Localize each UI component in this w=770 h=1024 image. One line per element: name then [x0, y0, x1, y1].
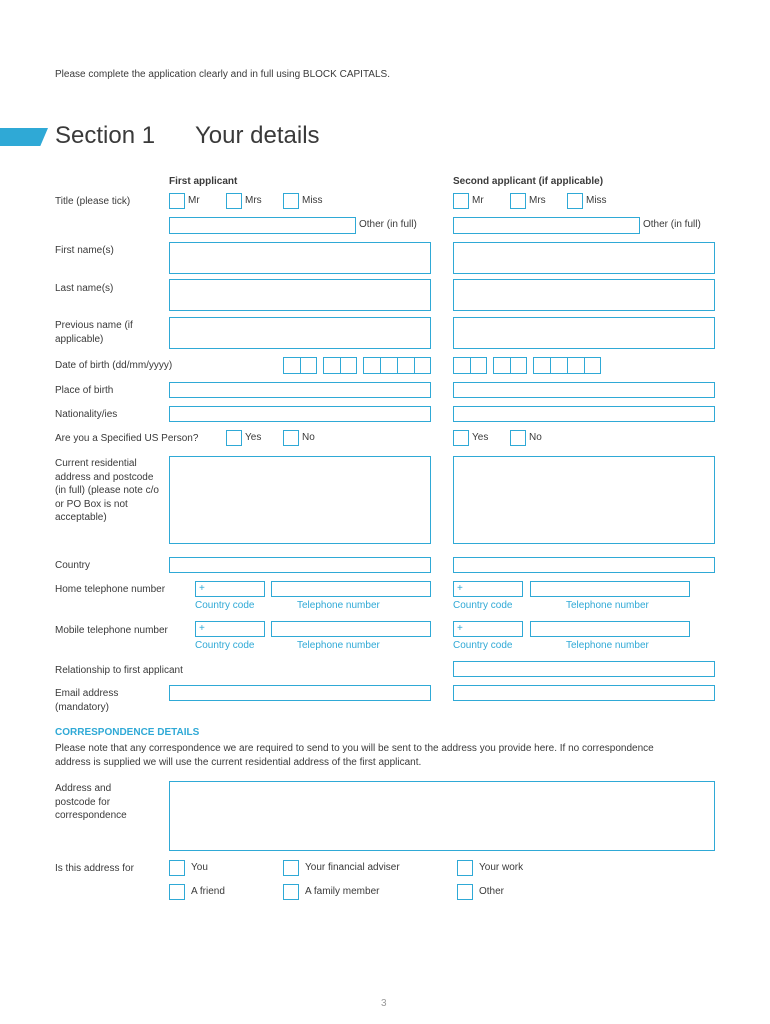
- plus-sign: +: [199, 583, 205, 594]
- first-title-other-input[interactable]: [169, 217, 356, 234]
- address-for-adviser-checkbox[interactable]: [283, 860, 299, 876]
- address-for-you-label: You: [191, 862, 208, 873]
- dob-segment[interactable]: [323, 357, 357, 374]
- address-for-friend-label: A friend: [191, 886, 225, 897]
- second-applicant-place-of-birth-input[interactable]: [453, 382, 715, 398]
- first-title-miss-checkbox[interactable]: [283, 193, 299, 209]
- plus-sign: +: [199, 623, 205, 634]
- correspondence-heading: CORRESPONDENCE DETAILS: [55, 727, 200, 738]
- title-label: Title (please tick): [55, 196, 131, 207]
- address-for-other-checkbox[interactable]: [457, 884, 473, 900]
- address-for-friend-checkbox[interactable]: [169, 884, 185, 900]
- second-title-other-label: Other (in full): [643, 219, 701, 230]
- second-title-mr-checkbox[interactable]: [453, 193, 469, 209]
- second-title-mrs-label: Mrs: [529, 195, 546, 206]
- country-code-caption: Country code: [453, 640, 513, 651]
- second-applicant-last-name-input[interactable]: [453, 279, 715, 311]
- dob-segment[interactable]: [363, 357, 431, 374]
- second-us-person-yes-label: Yes: [472, 432, 489, 443]
- country-code-caption: Country code: [453, 600, 513, 611]
- dob-digit-divider: [470, 358, 471, 373]
- telephone-number-caption: Telephone number: [297, 600, 380, 611]
- second-title-mr-label: Mr: [472, 195, 484, 206]
- address-for-work-label: Your work: [479, 862, 524, 873]
- page-number: 3: [381, 998, 387, 1009]
- address-for-label: Is this address for: [55, 863, 134, 874]
- first-applicant-email-input[interactable]: [169, 685, 431, 701]
- first-applicant-previous-name-input[interactable]: [169, 317, 431, 349]
- first-title-mr-checkbox[interactable]: [169, 193, 185, 209]
- first-us-person-yes-checkbox[interactable]: [226, 430, 242, 446]
- dob-segment[interactable]: [493, 357, 527, 374]
- country-code-caption: Country code: [195, 640, 255, 651]
- second-applicant-previous-name-input[interactable]: [453, 317, 715, 349]
- section-accent-bar: [0, 128, 48, 146]
- first-title-mrs-checkbox[interactable]: [226, 193, 242, 209]
- first-applicant-heading: First applicant: [169, 176, 238, 187]
- second-applicant-first-name-input[interactable]: [453, 242, 715, 274]
- dob-digit-divider: [340, 358, 341, 373]
- correspondence-address-input[interactable]: [169, 781, 715, 851]
- address-for-adviser-label: Your financial adviser: [305, 862, 400, 873]
- correspondence-note: Please note that any correspondence we are required to send to you will be sent to the address you provide here. If no correspondence address is supplied we will use the current residential address of the first applicant.: [55, 743, 654, 768]
- intro-text: Please complete the application clearly and in full using BLOCK CAPITALS.: [55, 69, 390, 80]
- second-title-other-input[interactable]: [453, 217, 640, 234]
- second-us-person-no-checkbox[interactable]: [510, 430, 526, 446]
- first-us-person-no-checkbox[interactable]: [283, 430, 299, 446]
- second-title-miss-label: Miss: [586, 195, 607, 206]
- home-phone-label: Home telephone number: [55, 584, 166, 595]
- second-applicant-address-input[interactable]: [453, 456, 715, 544]
- first-applicant-nationality-input[interactable]: [169, 406, 431, 422]
- second-applicant-heading: Second applicant (if applicable): [453, 176, 604, 187]
- second-home-country-code-input[interactable]: [453, 581, 523, 597]
- telephone-number-caption: Telephone number: [297, 640, 380, 651]
- us-person-label: Are you a Specified US Person?: [55, 433, 199, 444]
- dob-digit-divider: [397, 358, 398, 373]
- first-title-miss-label: Miss: [302, 195, 323, 206]
- nationality-label: Nationality/ies: [55, 409, 118, 420]
- dob-segment[interactable]: [283, 357, 317, 374]
- place-of-birth-label: Place of birth: [55, 385, 114, 396]
- second-applicant-nationality-input[interactable]: [453, 406, 715, 422]
- second-applicant-country-input[interactable]: [453, 557, 715, 573]
- second-mobile-telephone-input[interactable]: [530, 621, 690, 637]
- dob-digit-divider: [300, 358, 301, 373]
- first-applicant-address-input[interactable]: [169, 456, 431, 544]
- second-applicant-email-input[interactable]: [453, 685, 715, 701]
- first-applicant-last-name-input[interactable]: [169, 279, 431, 311]
- address-for-family-checkbox[interactable]: [283, 884, 299, 900]
- first-name-label: First name(s): [55, 245, 114, 256]
- first-mobile-country-code-input[interactable]: [195, 621, 265, 637]
- second-mobile-country-code-input[interactable]: [453, 621, 523, 637]
- address-for-you-checkbox[interactable]: [169, 860, 185, 876]
- dob-digit-divider: [584, 358, 585, 373]
- first-applicant-place-of-birth-input[interactable]: [169, 382, 431, 398]
- residential-address-label: Current residential address and postcode (in full) (please note c/o or PO Box is not acceptable): [55, 458, 159, 523]
- correspondence-address-label: Address and postcode for correspondence: [55, 783, 127, 821]
- dob-label: Date of birth (dd/mm/yyyy): [55, 360, 173, 371]
- relationship-input[interactable]: [453, 661, 715, 677]
- first-title-mrs-label: Mrs: [245, 195, 262, 206]
- last-name-label: Last name(s): [55, 283, 114, 294]
- second-title-mrs-checkbox[interactable]: [510, 193, 526, 209]
- first-mobile-telephone-input[interactable]: [271, 621, 431, 637]
- telephone-number-caption: Telephone number: [566, 600, 649, 611]
- mobile-phone-label: Mobile telephone number: [55, 625, 168, 636]
- second-us-person-no-label: No: [529, 432, 542, 443]
- dob-digit-divider: [510, 358, 511, 373]
- first-us-person-no-label: No: [302, 432, 315, 443]
- second-us-person-yes-checkbox[interactable]: [453, 430, 469, 446]
- dob-segment[interactable]: [533, 357, 601, 374]
- second-home-telephone-input[interactable]: [530, 581, 690, 597]
- plus-sign: +: [457, 623, 463, 634]
- section-title: Your details: [195, 122, 320, 149]
- country-label: Country: [55, 560, 91, 571]
- dob-digit-divider: [550, 358, 551, 373]
- dob-segment[interactable]: [453, 357, 487, 374]
- first-applicant-country-input[interactable]: [169, 557, 431, 573]
- telephone-number-caption: Telephone number: [566, 640, 649, 651]
- first-title-mr-label: Mr: [188, 195, 200, 206]
- address-for-family-label: A family member: [305, 886, 380, 897]
- relationship-label: Relationship to first applicant: [55, 665, 183, 676]
- dob-digit-divider: [567, 358, 568, 373]
- plus-sign: +: [457, 583, 463, 594]
- first-home-country-code-input[interactable]: [195, 581, 265, 597]
- address-for-other-label: Other: [479, 886, 505, 897]
- first-title-other-label: Other (in full): [359, 219, 417, 230]
- first-home-telephone-input[interactable]: [271, 581, 431, 597]
- dob-digit-divider: [414, 358, 415, 373]
- first-us-person-yes-label: Yes: [245, 432, 262, 443]
- dob-digit-divider: [380, 358, 381, 373]
- address-for-work-checkbox[interactable]: [457, 860, 473, 876]
- email-label: Email address (mandatory): [55, 688, 119, 713]
- previous-name-label: Previous name (if applicable): [55, 320, 133, 345]
- second-title-miss-checkbox[interactable]: [567, 193, 583, 209]
- country-code-caption: Country code: [195, 600, 255, 611]
- first-applicant-first-name-input[interactable]: [169, 242, 431, 274]
- section-number: Section 1: [55, 122, 156, 149]
